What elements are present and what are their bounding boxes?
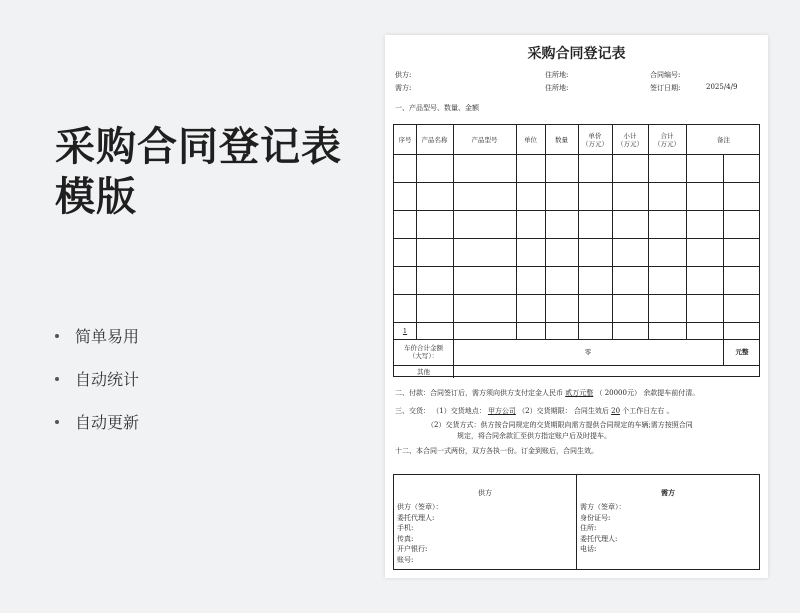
bullet-icon bbox=[55, 377, 59, 381]
feature-item: 自动更新 bbox=[55, 400, 139, 443]
delivery-method-line1: （2）交货方式：供方按合同规定的交货期限向需方提供合同规定的车辆;需方按照合同 bbox=[427, 421, 693, 429]
delivery-place: 甲方公司 bbox=[487, 407, 516, 415]
other-label: 其他 bbox=[417, 367, 430, 376]
payment-amount-number: （ 20000元） bbox=[595, 389, 641, 397]
total-amount-unit: 元整 bbox=[735, 348, 749, 356]
payment-clause: 二、付款：合同签订后，需方须向供方支付定金人民币 贰万元整 （ 20000元） 余款提车前付清。 bbox=[395, 389, 700, 397]
total-amount-value: 零 bbox=[584, 348, 592, 356]
supplier-head: 供方 bbox=[478, 489, 492, 497]
col-header-index: 序号 bbox=[398, 135, 412, 144]
buyer-head: 需方 bbox=[661, 488, 675, 497]
payment-amount-upper: 贰万元整 bbox=[565, 389, 594, 397]
col-header-subtotal: 小计 （万元） bbox=[617, 131, 643, 148]
buyer-address-label: 住所地: bbox=[545, 84, 569, 92]
section-effective: 十二、本合同一式两份，双方各执一份。订金到账后，合同生效。 bbox=[395, 447, 598, 455]
feature-list bbox=[55, 314, 139, 443]
section-products: 一、产品型号、数量、金额 bbox=[395, 104, 479, 112]
promo-title-line2: 模版 bbox=[55, 174, 137, 220]
contract-number-label: 合同编号: bbox=[650, 71, 681, 79]
col-header-unit: 单位 bbox=[524, 135, 537, 144]
document-title: 采购合同登记表 bbox=[527, 46, 626, 62]
delivery-method-line2: 规定，将合同余款汇至供方指定账户后及时提车。 bbox=[457, 432, 611, 440]
sign-date: 2025/4/9 bbox=[706, 83, 738, 91]
sign-date-label: 签订日期: bbox=[650, 84, 681, 92]
col-header-name: 产品名称 bbox=[421, 135, 448, 144]
promo-title bbox=[55, 122, 342, 222]
bullet-icon bbox=[55, 334, 59, 338]
delivery-clause: 三、交货： （1）交货地点： 甲方公司 （2）交货期限： 合同生效后 20 个工作日左右 。 bbox=[395, 407, 674, 415]
supplier-signature: 供方 供方（签章）： 委托代理人: 手机: 传真: 开户银行: 账号: bbox=[394, 475, 576, 565]
col-header-total: 合计 （万元） bbox=[654, 131, 680, 148]
col-header-model: 产品型号 bbox=[471, 135, 498, 144]
promo-title-line1: 采购合同登记表 bbox=[55, 124, 342, 170]
feature-item: 自动统计 bbox=[55, 357, 139, 400]
total-amount-label: 车价合计金额 （大写）： bbox=[404, 344, 443, 360]
signature-table bbox=[393, 474, 760, 570]
feature-item: 简单易用 bbox=[55, 314, 139, 357]
product-table bbox=[393, 124, 760, 377]
col-header-qty: 数量 bbox=[555, 135, 568, 144]
buyer-signature: 需方 需方（签章）： 身份证号: 住所: 委托代理人: 电话: bbox=[577, 475, 759, 555]
buyer-label: 需方: bbox=[395, 84, 412, 92]
col-header-remark: 备注 bbox=[717, 135, 730, 144]
document-preview bbox=[385, 35, 768, 578]
row-index: 1 bbox=[402, 326, 408, 335]
bullet-icon bbox=[55, 420, 59, 424]
supplier-address-label: 住所地: bbox=[545, 71, 569, 79]
col-header-price: 单价 （万元） bbox=[582, 131, 608, 148]
delivery-days: 20 bbox=[611, 407, 621, 415]
supplier-label: 供方: bbox=[395, 71, 412, 79]
